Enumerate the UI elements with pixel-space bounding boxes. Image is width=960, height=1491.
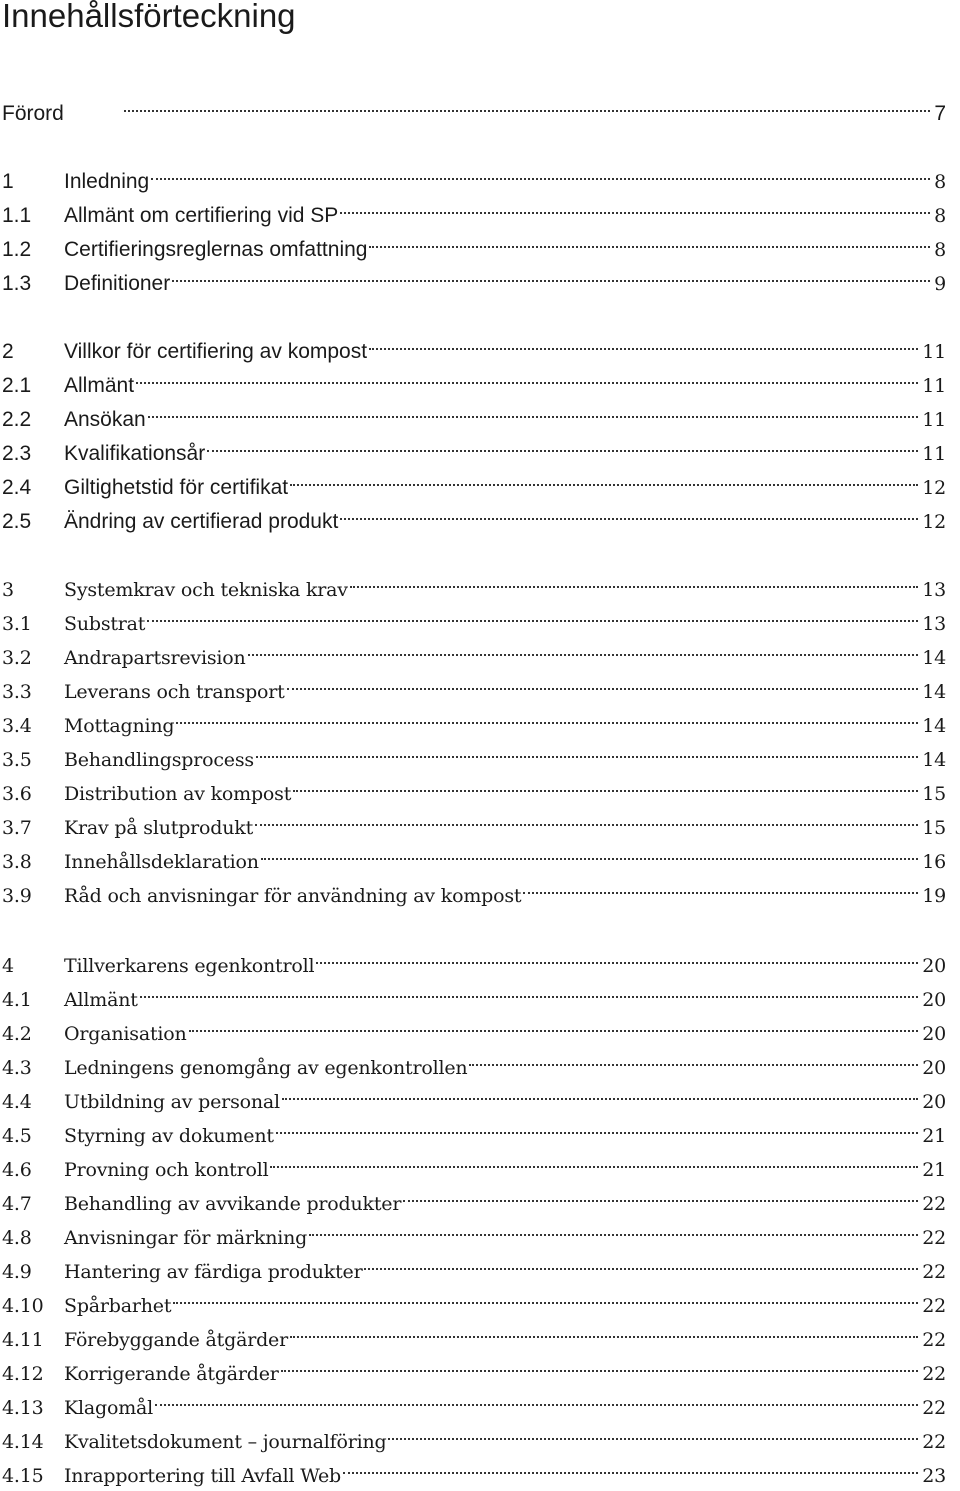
toc-entry-label: Tillverkarens egenkontroll <box>64 955 315 977</box>
toc-entry[interactable] <box>0 430 958 465</box>
toc-entry-page-number: 8 <box>934 205 946 227</box>
toc-entry-page-number: 19 <box>922 885 946 907</box>
toc-entry-page-number: 14 <box>922 647 946 669</box>
dot-leader <box>148 396 918 426</box>
toc-entry[interactable] <box>0 668 958 703</box>
toc-entry-number: 4.15 <box>2 1465 44 1487</box>
toc-entry-number: 3.9 <box>2 885 32 907</box>
dot-leader <box>343 1452 918 1482</box>
dot-leader <box>340 498 918 528</box>
toc-entry-page-number: 14 <box>922 681 946 703</box>
toc-entry[interactable] <box>0 328 958 363</box>
dot-leader <box>290 1316 918 1346</box>
toc-entry-label: Allmänt <box>64 989 138 1011</box>
dot-leader <box>176 702 918 732</box>
toc-entry-number: 4.5 <box>2 1125 32 1147</box>
dot-leader <box>293 770 918 800</box>
toc-entry[interactable] <box>0 1180 958 1215</box>
dot-leader <box>403 1180 918 1210</box>
toc-entry-page-number: 8 <box>934 239 946 261</box>
toc-entry-label: Utbildning av personal <box>64 1091 280 1113</box>
dot-leader <box>207 430 918 460</box>
dot-leader <box>369 328 918 358</box>
toc-entry-number: 2.5 <box>2 510 32 533</box>
dot-leader <box>290 464 918 494</box>
toc-entry-page-number: 21 <box>922 1125 946 1147</box>
toc-entry[interactable] <box>0 942 958 977</box>
toc-entry[interactable] <box>0 1146 958 1181</box>
toc-entry-number: 2 <box>2 340 14 363</box>
toc-entry-page-number: 15 <box>922 817 946 839</box>
toc-entry-page-number: 14 <box>922 749 946 771</box>
toc-entry-page-number: 15 <box>922 783 946 805</box>
toc-entry-number: 2.2 <box>2 408 32 431</box>
toc-entry-page-number: 23 <box>922 1465 946 1487</box>
toc-entry[interactable] <box>0 566 958 601</box>
dot-leader <box>350 566 918 596</box>
toc-entry-number: 4.1 <box>2 989 32 1011</box>
toc-entry[interactable] <box>0 1248 958 1283</box>
toc-entry[interactable] <box>0 498 958 533</box>
toc-entry-number: 1.2 <box>2 238 32 261</box>
toc-entry-page-number: 16 <box>922 851 946 873</box>
toc-entry-label: Organisation <box>64 1023 187 1045</box>
toc-entry[interactable] <box>0 736 958 771</box>
toc-entry[interactable] <box>0 1010 958 1045</box>
toc-entry-number: 4.10 <box>2 1295 44 1317</box>
toc-entry[interactable] <box>0 1316 958 1351</box>
toc-entry-label: Kvalitetsdokument – journalföring <box>64 1431 387 1453</box>
toc-entry-label: Leverans och transport <box>64 681 285 703</box>
toc-entry-label: Klagomål <box>64 1397 154 1419</box>
toc-entry-number: 3.4 <box>2 715 32 737</box>
dot-leader <box>248 634 919 664</box>
toc-entry-label: Substrat <box>64 613 146 635</box>
toc-entry-page-number: 21 <box>922 1159 946 1181</box>
dot-leader <box>255 804 918 834</box>
dot-leader <box>469 1044 918 1074</box>
dot-leader <box>151 158 930 188</box>
toc-entry-label: Ledningens genomgång av egenkontrollen <box>64 1057 468 1079</box>
toc-entry[interactable] <box>0 1350 958 1385</box>
toc-entry-label: Certifieringsreglernas omfattning <box>64 238 368 261</box>
toc-entry-number: 3.7 <box>2 817 32 839</box>
toc-entry-number: 4.2 <box>2 1023 32 1045</box>
toc-entry-page-number: 20 <box>922 1057 946 1079</box>
toc-entry-label: Mottagning <box>64 715 175 737</box>
dot-leader <box>282 1078 918 1108</box>
toc-entry-number: 3 <box>2 579 14 601</box>
toc-entry-page-number: 12 <box>922 511 946 533</box>
dot-leader <box>189 1010 919 1040</box>
toc-entry-number: 3.1 <box>2 613 32 635</box>
toc-entry-number: 4.9 <box>2 1261 32 1283</box>
toc-entry-number: 3.3 <box>2 681 32 703</box>
toc-entry[interactable] <box>0 702 958 737</box>
toc-entry-label: Inledning <box>64 170 150 193</box>
dot-leader <box>136 362 918 392</box>
toc-entry-number: 4.7 <box>2 1193 32 1215</box>
toc-entry[interactable] <box>0 1384 958 1419</box>
toc-entry-label: Korrigerande åtgärder <box>64 1363 279 1385</box>
toc-entry-label: Innehållsdeklaration <box>64 851 259 873</box>
toc-entry-page-number: 11 <box>922 375 946 397</box>
toc-entry-page-number: 12 <box>922 477 946 499</box>
toc-entry-page-number: 20 <box>922 1023 946 1045</box>
toc-entry[interactable] <box>0 1214 958 1249</box>
toc-entry-number: 2.4 <box>2 476 32 499</box>
toc-entry-page-number: 22 <box>922 1363 946 1385</box>
toc-entry-page-number: 11 <box>922 443 946 465</box>
toc-entry[interactable] <box>0 362 958 397</box>
dot-leader <box>388 1418 918 1448</box>
dot-leader <box>124 90 930 120</box>
toc-entry-label: Systemkrav och tekniska krav <box>64 579 348 601</box>
toc-entry[interactable] <box>0 1112 958 1147</box>
toc-entry[interactable] <box>0 158 958 193</box>
toc-entry-label: Kvalifikationsår <box>64 442 206 465</box>
toc-entry-page-number: 22 <box>922 1261 946 1283</box>
dot-leader <box>173 1282 918 1312</box>
toc-entry-number: 2.1 <box>2 374 32 397</box>
toc-entry-number: 4.11 <box>2 1329 44 1351</box>
toc-entry-label: Ansökan <box>64 408 146 431</box>
toc-entry-page-number: 20 <box>922 989 946 1011</box>
toc-entry-number: 4.14 <box>2 1431 44 1453</box>
toc-entry-page-number: 22 <box>922 1431 946 1453</box>
toc-entry-label: Inrapportering till Avfall Web <box>64 1465 342 1487</box>
toc-entry-page-number: 22 <box>922 1295 946 1317</box>
dot-leader <box>287 668 919 698</box>
toc-entry[interactable] <box>0 1282 958 1317</box>
toc-entry-label: Anvisningar för märkning <box>64 1227 308 1249</box>
toc-entry-page-number: 11 <box>922 409 946 431</box>
toc-entry[interactable] <box>0 464 958 499</box>
toc-entry-number: 4.4 <box>2 1091 32 1113</box>
toc-entry[interactable] <box>0 1044 958 1079</box>
dot-leader <box>256 736 918 766</box>
toc-entry-number: 1.3 <box>2 272 32 295</box>
toc-entry[interactable] <box>0 1452 958 1487</box>
toc-entry-label: Krav på slutprodukt <box>64 817 254 839</box>
toc-entry-page-number: 13 <box>922 613 946 635</box>
toc-entry-page-number: 22 <box>922 1227 946 1249</box>
toc-entry[interactable] <box>0 634 958 669</box>
toc-entry[interactable] <box>0 838 958 873</box>
toc-entry-label: Villkor för certifiering av kompost <box>64 340 368 363</box>
toc-entry-page-number: 8 <box>934 171 946 193</box>
toc-entry-page-number: 20 <box>922 955 946 977</box>
toc-entry-number: 1.1 <box>2 204 32 227</box>
toc-entry-label: Behandlingsprocess <box>64 749 254 771</box>
toc-entry-number: 4.6 <box>2 1159 32 1181</box>
toc-entry-label: Definitioner <box>64 272 171 295</box>
toc-entry[interactable] <box>0 976 958 1011</box>
toc-entry[interactable] <box>0 192 958 227</box>
toc-entry-label: Allmänt om certifiering vid SP <box>64 204 339 227</box>
dot-leader <box>276 1112 918 1142</box>
toc-entry-label: Styrning av dokument <box>64 1125 274 1147</box>
toc-entry-label: Provning och kontroll <box>64 1159 269 1181</box>
toc-entry-label: Allmänt <box>64 374 135 397</box>
toc-entry[interactable] <box>0 260 958 295</box>
toc-entry[interactable] <box>0 600 958 635</box>
toc-entry-page-number: 11 <box>922 341 946 363</box>
toc-entry-label: Råd och anvisningar för användning av kompost <box>64 885 522 907</box>
toc-entry-number: 4.3 <box>2 1057 32 1079</box>
toc-entry-page-number: 13 <box>922 579 946 601</box>
toc-entry[interactable] <box>0 872 958 907</box>
page-title: Innehållsförteckning <box>2 0 296 34</box>
toc-entry[interactable] <box>0 396 958 431</box>
toc-entry-number: 4 <box>2 955 14 977</box>
toc-entry-page-number: 22 <box>922 1329 946 1351</box>
dot-leader <box>316 942 918 972</box>
toc-entry-label: Spårbarhet <box>64 1295 172 1317</box>
toc-entry-number: 2.3 <box>2 442 32 465</box>
toc-entry-page-number: 22 <box>922 1397 946 1419</box>
toc-entry-label: Andrapartsrevision <box>64 647 246 669</box>
toc-entry-number: 1 <box>2 170 14 193</box>
toc-entry-label: Hantering av färdiga produkter <box>64 1261 363 1283</box>
toc-entry-number: 4.13 <box>2 1397 44 1419</box>
dot-leader <box>172 260 930 290</box>
toc-entry-page-number: 14 <box>922 715 946 737</box>
toc-entry-label: Behandling av avvikande produkter <box>64 1193 402 1215</box>
toc-entry-label: Giltighetstid för certifikat <box>64 476 289 499</box>
toc-entry-label: Förord <box>2 102 64 125</box>
toc-entry[interactable] <box>0 1078 958 1113</box>
toc-entry-number: 3.6 <box>2 783 32 805</box>
toc-entry[interactable] <box>0 90 958 125</box>
toc-entry-number: 3.5 <box>2 749 32 771</box>
toc-entry-number: 3.8 <box>2 851 32 873</box>
dot-leader <box>281 1350 919 1380</box>
toc-entry-number: 4.8 <box>2 1227 32 1249</box>
toc-entry-page-number: 20 <box>922 1091 946 1113</box>
toc-entry-number: 4.12 <box>2 1363 44 1385</box>
dot-leader <box>140 976 919 1006</box>
toc-entry-number: 3.2 <box>2 647 32 669</box>
dot-leader <box>369 226 930 256</box>
toc-entry-page-number: 7 <box>934 102 946 125</box>
dot-leader <box>309 1214 918 1244</box>
toc-entry-label: Förebyggande åtgärder <box>64 1329 288 1351</box>
dot-leader <box>261 838 918 868</box>
dot-leader <box>155 1384 918 1414</box>
toc-entry[interactable] <box>0 1418 958 1453</box>
toc-entry-page-number: 9 <box>934 273 946 295</box>
dot-leader <box>364 1248 918 1278</box>
toc-entry[interactable] <box>0 804 958 839</box>
toc-entry[interactable] <box>0 226 958 261</box>
dot-leader <box>523 872 918 902</box>
toc-entry-label: Ändring av certifierad produkt <box>64 510 339 533</box>
dot-leader <box>340 192 930 222</box>
dot-leader <box>270 1146 918 1176</box>
dot-leader <box>147 600 918 630</box>
toc-entry-page-number: 22 <box>922 1193 946 1215</box>
toc-entry-label: Distribution av kompost <box>64 783 292 805</box>
toc-entry[interactable] <box>0 770 958 805</box>
